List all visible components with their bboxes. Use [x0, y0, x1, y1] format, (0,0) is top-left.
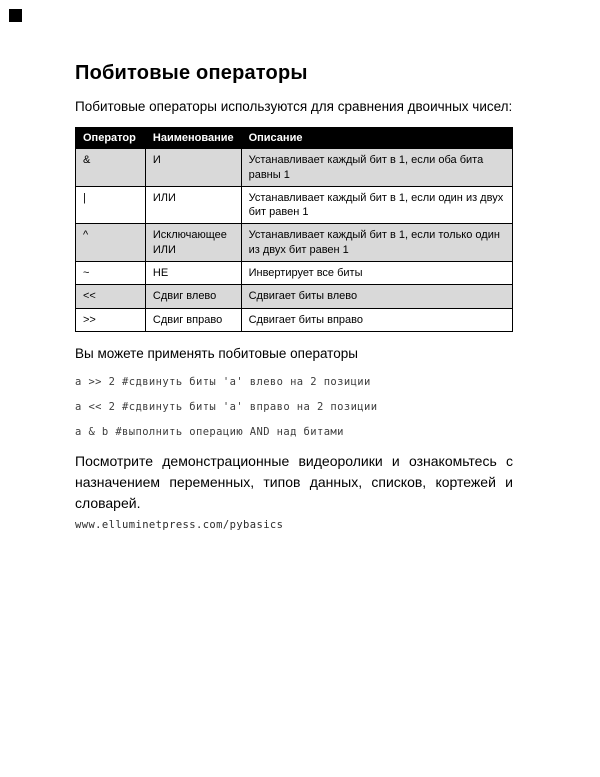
page-title: Побитовые операторы — [75, 62, 308, 84]
code-line-and: a & b #выполнить операцию AND над битами — [75, 425, 344, 438]
code-line-shift-left: a << 2 #сдвинуть биты 'a' вправо на 2 позиции — [75, 400, 378, 413]
cell-operator: | — [76, 186, 146, 224]
cell-description: Сдвигает биты вправо — [241, 308, 512, 331]
intro-paragraph: Побитовые операторы используются для сравнения двоичных чисел: — [75, 99, 513, 114]
cell-name: ИЛИ — [145, 186, 241, 224]
cell-description: Устанавливает каждый бит в 1, если один из двух бит равен 1 — [241, 186, 512, 224]
cell-name: И — [145, 149, 241, 187]
cell-description: Устанавливает каждый бит в 1, если только один из двух бит равен 1 — [241, 224, 512, 262]
outro-paragraph: Посмотрите демонстрационные видеоролики и ознакомьтесь с назначением переменных, типов данных, списков, кортежей и словарей. — [75, 452, 513, 511]
cell-description: Устанавливает каждый бит в 1, если оба бита равны 1 — [241, 149, 512, 187]
table-row — [76, 224, 513, 262]
cell-name: Исключающее ИЛИ — [145, 224, 241, 262]
cell-name: Сдвиг влево — [145, 285, 241, 308]
website-url: www.elluminetpress.com/pybasics — [75, 518, 284, 531]
code-line-shift-right: a >> 2 #сдвинуть биты 'a' влево на 2 позиции — [75, 375, 371, 388]
apply-heading: Вы можете применять побитовые операторы — [75, 345, 358, 361]
page-content — [75, 62, 513, 531]
col-header-description: Описание — [241, 128, 512, 149]
cell-name: Сдвиг вправо — [145, 308, 241, 331]
table-row — [76, 149, 513, 187]
cell-description: Инвертирует все биты — [241, 262, 512, 285]
table-row — [76, 262, 513, 285]
page-corner-marker — [9, 9, 22, 22]
col-header-name: Наименование — [145, 128, 241, 149]
table-row — [76, 186, 513, 224]
table-row — [76, 285, 513, 308]
bitwise-operators-table — [75, 127, 513, 332]
cell-description: Сдвигает биты влево — [241, 285, 512, 308]
table-header-row — [76, 128, 513, 149]
cell-name: НЕ — [145, 262, 241, 285]
col-header-operator: Оператор — [76, 128, 146, 149]
cell-operator: << — [76, 285, 146, 308]
cell-operator: ~ — [76, 262, 146, 285]
cell-operator: & — [76, 149, 146, 187]
cell-operator: ^ — [76, 224, 146, 262]
table-row — [76, 308, 513, 331]
cell-operator: >> — [76, 308, 146, 331]
